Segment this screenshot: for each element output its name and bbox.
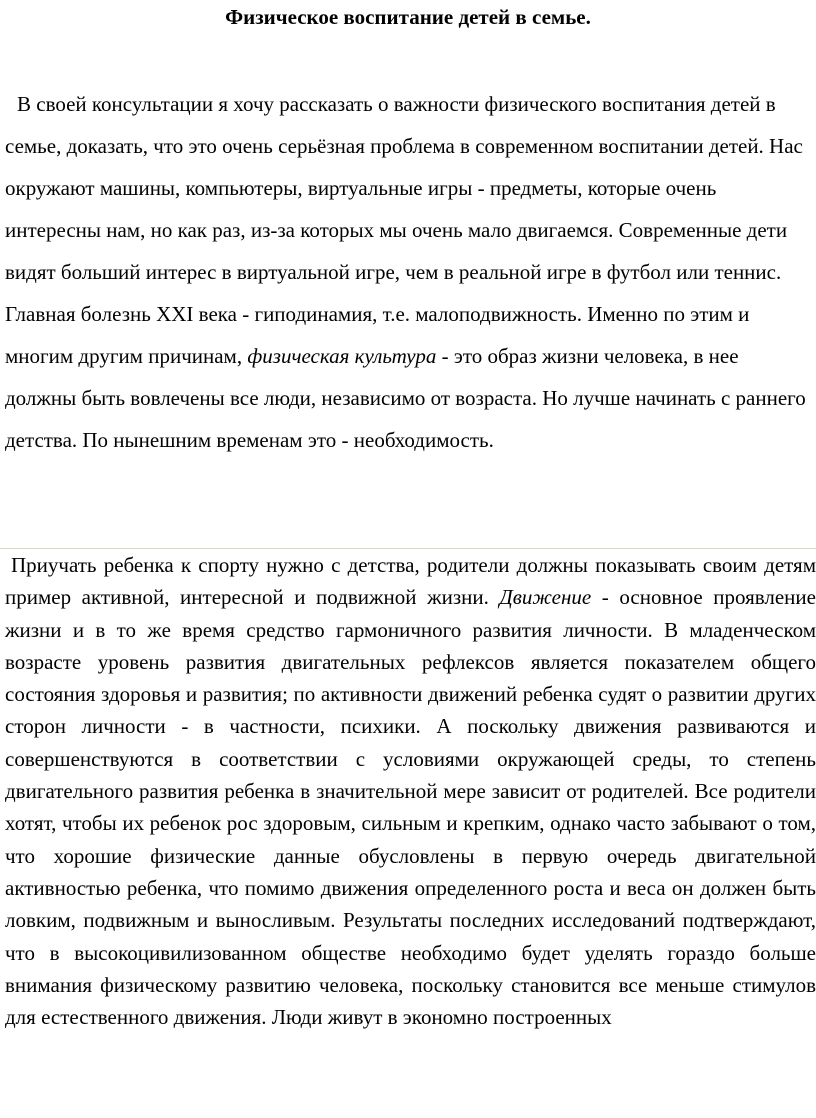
- paragraph-intro-text: В своей консультации я хочу рассказать о важности физического воспитания детей в семье, доказать, что это очень серьёзная проблема в современном воспитании детей. Нас окружают машины, компьютеры, виртуальные игры - предметы, которые очень интересны нам, но как раз, из-за которых мы очень мало двигаемся. Современные дети видят больший интерес в виртуальной игре, чем в реальной игре в футбол или теннис. Главная болезнь XXI века - гиподинамия, т.е. малоподвижность. Именно по этим и многим другим причинам,: [5, 92, 803, 368]
- paragraph-sport-text: Приучать ребенка к спорту нужно с детства, родители должны показывать своим детям пример активной, интересной и подвижной жизни.: [5, 553, 816, 610]
- paragraph-sport-text-end: - основное проявление жизни и в то же время средство гармоничного развития личности. В младенческом возрасте уровень развития двигательных рефлексов является показателем общего состояния здоровья и развития; по активности движений ребенка судят о развитии других сторон личности - в частности, психики. А поскольку движения развиваются и совершенствуются в соответствии с условиями окружающей среды, то степень двигательного развития ребенка в значительной мере зависит от родителей. Все родители хотят, чтобы их ребенок рос здоровым, сильным и крепким, однако часто забывают о том, что хорошие физические данные обусловлены в первую очередь двигательной активностью ребенка, что помимо движения определенного роста и веса он должен быть ловким, подвижным и выносливым. Результаты последних исследований подтверждают, что в высокоцивилизованном обществе необходимо будет уделять гораздо больше внимания физическому развитию человека, поскольку становится все меньше стимулов для естественного движения. Люди живут в экономно построенных: [5, 585, 816, 1030]
- emphasis-physical-culture: физическая культура: [247, 344, 437, 368]
- document-title: Физическое воспитание детей в семье.: [225, 5, 591, 29]
- paragraph-intro: [5, 83, 811, 461]
- paragraph-intro-text-end: - это образ жизни человека, в нее должны быть вовлечены все люди, независимо от возраста. Но лучше начинать с раннего детства. По нынешним временам это - необходимость.: [5, 344, 806, 452]
- paragraph-sport: [5, 549, 816, 1033]
- emphasis-movement: Движение: [499, 585, 592, 610]
